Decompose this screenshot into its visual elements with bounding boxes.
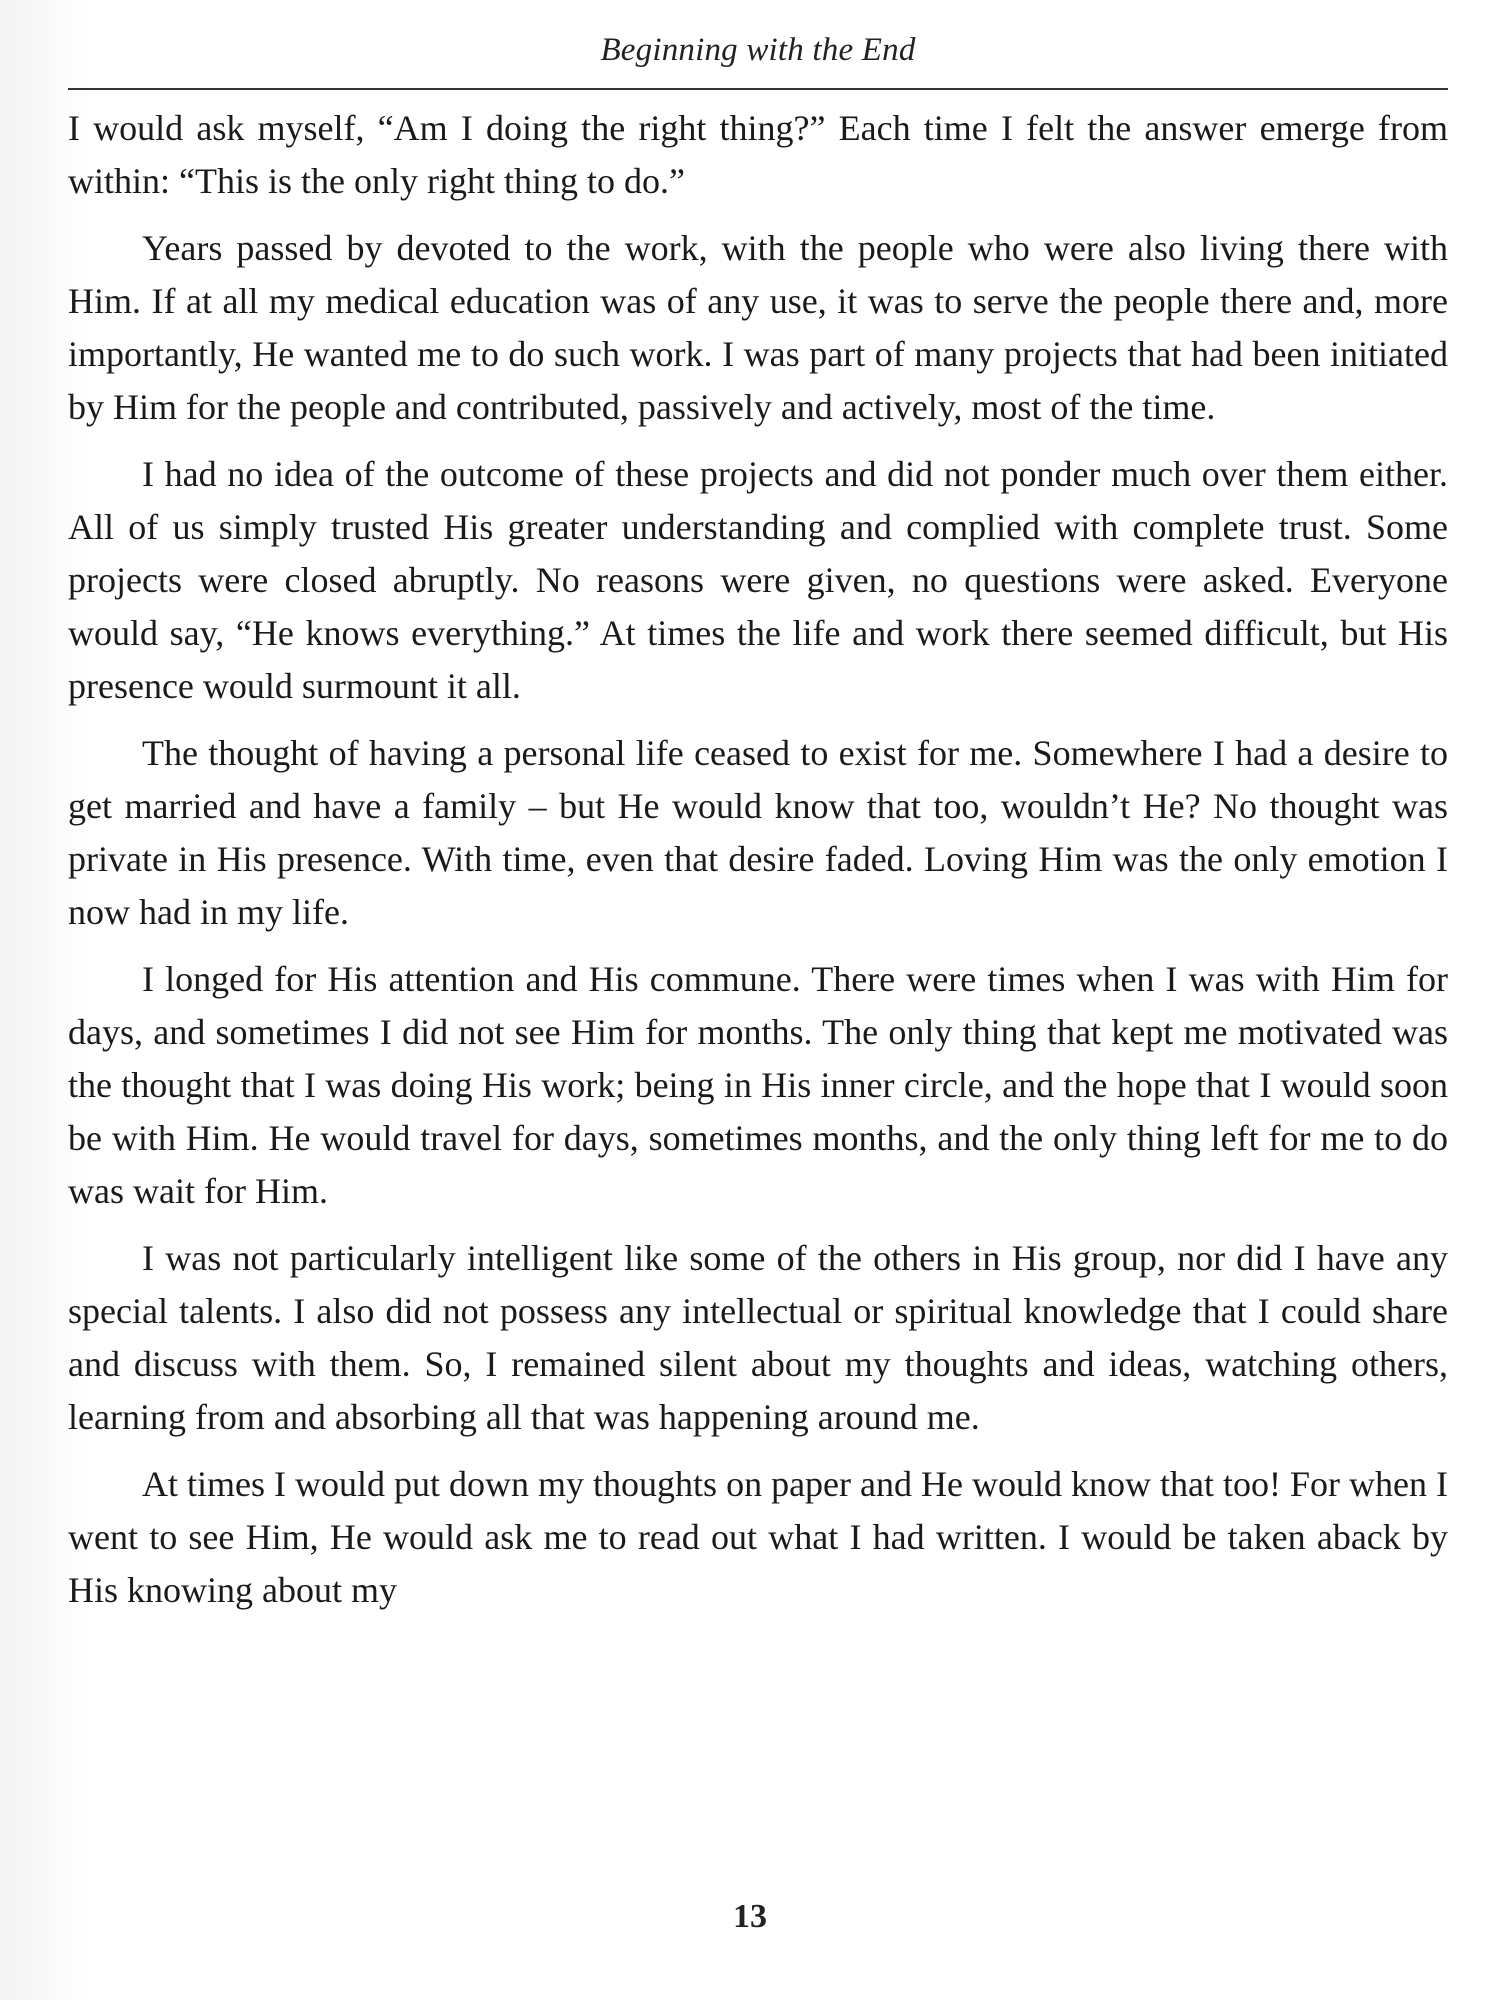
paragraph-6: I was not particularly intelligent like some of the others in His group, nor did I have any special talents. I also did not possess any intellectual or spiritual knowledge that I could share and discuss with them. So, I remained silent about my thoughts and ideas, watching others, learning from and absorbing all that was happening around me.	[68, 1238, 1448, 1437]
paragraph-4: The thought of having a personal life ceased to exist for me. Somewhere I had a desire to get married and have a family – but He would know that too, wouldn’t He? No thought was private in His presence. With time, even that desire faded. Loving Him was the only emotion I now had in my life.	[68, 733, 1448, 932]
running-header-title: Beginning with the End	[600, 32, 916, 68]
body-text	[68, 102, 1448, 1631]
header-divider	[68, 88, 1448, 90]
page-number: 13	[733, 1898, 767, 1935]
paragraph-2: Years passed by devoted to the work, with the people who were also living there with Him. If at all my medical education was of any use, it was to serve the people there and, more importantly, He wanted me to do such work. I was part of many projects that had been initiated by Him for the people and contributed, passively and actively, most of the time.	[68, 228, 1448, 427]
paragraph-5: I longed for His attention and His commune. There were times when I was with Him for days, and sometimes I did not see Him for months. The only thing that kept me motivated was the thought that I was doing His work; being in His inner circle, and the hope that I would soon be with Him. He would travel for days, sometimes months, and the only thing left for me to do was wait for Him.	[68, 959, 1448, 1211]
paragraph-7: At times I would put down my thoughts on paper and He would know that too! For when I went to see Him, He would ask me to read out what I had written. I would be taken aback by His knowing about my	[68, 1464, 1448, 1610]
paragraph-3: I had no idea of the outcome of these projects and did not ponder much over them either. All of us simply trusted His greater understanding and complied with complete trust. Some projects were closed abruptly. No reasons were given, no questions were asked. Everyone would say, “He knows everything.” At times the life and work there seemed difficult, but His presence would surmount it all.	[68, 454, 1448, 706]
paragraph-1: I would ask myself, “Am I doing the right thing?” Each time I felt the answer emerge from within: “This is the only right thing to do.”	[68, 108, 1448, 201]
